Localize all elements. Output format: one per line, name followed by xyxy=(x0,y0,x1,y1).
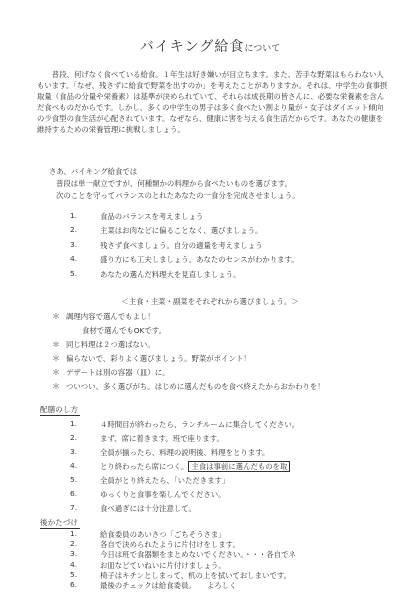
serving-step-number: 2. xyxy=(70,433,78,442)
viking-lead: さあ、バイキング給食では xyxy=(49,167,138,176)
note-bullet: ＊ xyxy=(52,340,60,349)
serving-step-4-text: とり終わったら席につく。 xyxy=(100,462,189,471)
serving-step-4-boxed-note: 主食は事前に選んだものを取 xyxy=(188,461,290,472)
rule-text: 食品のバランスを考えましょう xyxy=(100,212,204,221)
cleanup-step-text: お皿などていねいに片付けましょう。 xyxy=(100,560,226,570)
rule-text: 残さず食べましょう。自分の適量を考えましょう xyxy=(100,241,263,250)
serving-step-text: ゆっくりと食事を楽しんでください。 xyxy=(100,490,226,499)
rule-number: 4. xyxy=(70,254,78,263)
serving-step-number: 4. xyxy=(70,461,78,470)
title-suffix: について xyxy=(244,44,281,54)
rule-number: 2. xyxy=(70,225,78,234)
cleanup-step-text: 最後のチェックは給食委員。 よろしく xyxy=(100,581,237,590)
cleanup-step-text: 椅子はキチンとしまって、机の上を拭いておしまいです。 xyxy=(100,570,292,580)
serving-step-text: 全員がとり終えたら、「いただきます」 xyxy=(100,476,230,485)
rule-number: 1. xyxy=(70,211,78,220)
rule-text: あなたの選んだ料理大を見直しましょう。 xyxy=(100,270,241,279)
rule-text: 主菜はお肉などに偏ることなく、選びましょう。 xyxy=(100,226,263,235)
note-text: ついつい、多く選びがち。はじめに選んだものを食べ終えたからおかわりを！ xyxy=(66,382,325,391)
note-text: 偏らないで、彩りよく選びましょう。野菜がポイント！ xyxy=(66,354,251,363)
serving-step-text: ４時間目が終わったら、ランチルームに集合してください。 xyxy=(100,420,300,429)
serving-step-number: 5. xyxy=(70,475,78,484)
serving-step-text: 全員が揃ったら、料理の説明後、料理をとります。 xyxy=(100,448,270,457)
viking-line-2: 次のことを守ってバランスのとれたあなたの一食分を完成させましょう。 xyxy=(56,191,300,200)
note-bullet: ＊ xyxy=(52,312,60,321)
page-title xyxy=(0,36,420,56)
serving-step-number: 6. xyxy=(70,489,78,498)
cleanup-step-number: 3. xyxy=(70,549,78,559)
serving-step-number: 1. xyxy=(70,419,78,428)
rule-number: 5. xyxy=(70,269,78,278)
note-bullet: ＊ xyxy=(52,354,60,363)
viking-line-1: 普段は単一献立ですが、何種類かの料理から食べたいものを選びます。 xyxy=(56,179,292,188)
choose-heading: ＜主食・主菜・副菜をそれぞれから選びましょう。＞ xyxy=(121,297,299,306)
note-bullet: ＊ xyxy=(52,368,60,377)
serving-step-text: まず、席に着きます。班で座ります。 xyxy=(100,434,224,443)
cleanup-step-number: 4. xyxy=(70,559,78,569)
cleanup-step-number: 6. xyxy=(70,580,78,589)
serving-step-number: 3. xyxy=(70,447,78,456)
cleanup-step-text: 今日は班で食器類をまとめないでください。・・・各自でネ xyxy=(100,550,296,560)
rule-number: 3. xyxy=(70,240,78,249)
cleanup-heading: 後かたづけ xyxy=(40,518,78,527)
note-text: 調理内容で選んでもよし！ xyxy=(66,312,155,321)
cleanup-step-number: 1. xyxy=(70,529,78,538)
serving-heading: 配膳のし方 xyxy=(40,405,78,414)
serving-step-text: 食べ過ぎには十分注意して。 xyxy=(100,504,196,513)
cleanup-step-number: 5. xyxy=(70,569,78,579)
intro-paragraph: 普段、何げなく食べている給食。１年生は好き嫌いが目立ちます。また、苦手な野菜はもらわない人もいます。「なぜ、残さずに給食で野菜を出すのか」を考えたことがありますか。それは、中学生の食事摂取量（食品の分量や栄養素）は基準が決められていて、それらは成長期の皆さんに、必要な栄養素を含んだ食べものだからです。しかし、多くの中学生の男子は多く食べたい割より量が・女子はダイエット傾向の少食型の食生活が心配されています。なぜなら、健康に害を与える食生活だからです。あなたの健康を維持するための栄養管理に挑戦しましょう。 xyxy=(37,70,388,134)
note-bullet: ＊ xyxy=(52,382,60,391)
rule-text: 盛り方にも工夫しましょう。あなたのセンスがわかります。 xyxy=(100,255,299,264)
cleanup-step-text: 給食委員のあいさつ「ごちそうさま」 xyxy=(100,530,226,539)
title-main: バイキング給食 xyxy=(139,39,245,55)
note-text: 食材で選んでもOKです。 xyxy=(82,326,166,335)
serving-step-text xyxy=(100,461,290,472)
note-text: 同じ料理は２つ選ばない。 xyxy=(66,340,155,349)
cleanup-step-number: 2. xyxy=(70,539,78,549)
serving-step-number: 7. xyxy=(70,503,78,512)
cleanup-step-text: 各自で決められたように片付けをします。 xyxy=(100,540,240,550)
note-text: デザートは別の容器（皿）に。 xyxy=(66,368,170,377)
